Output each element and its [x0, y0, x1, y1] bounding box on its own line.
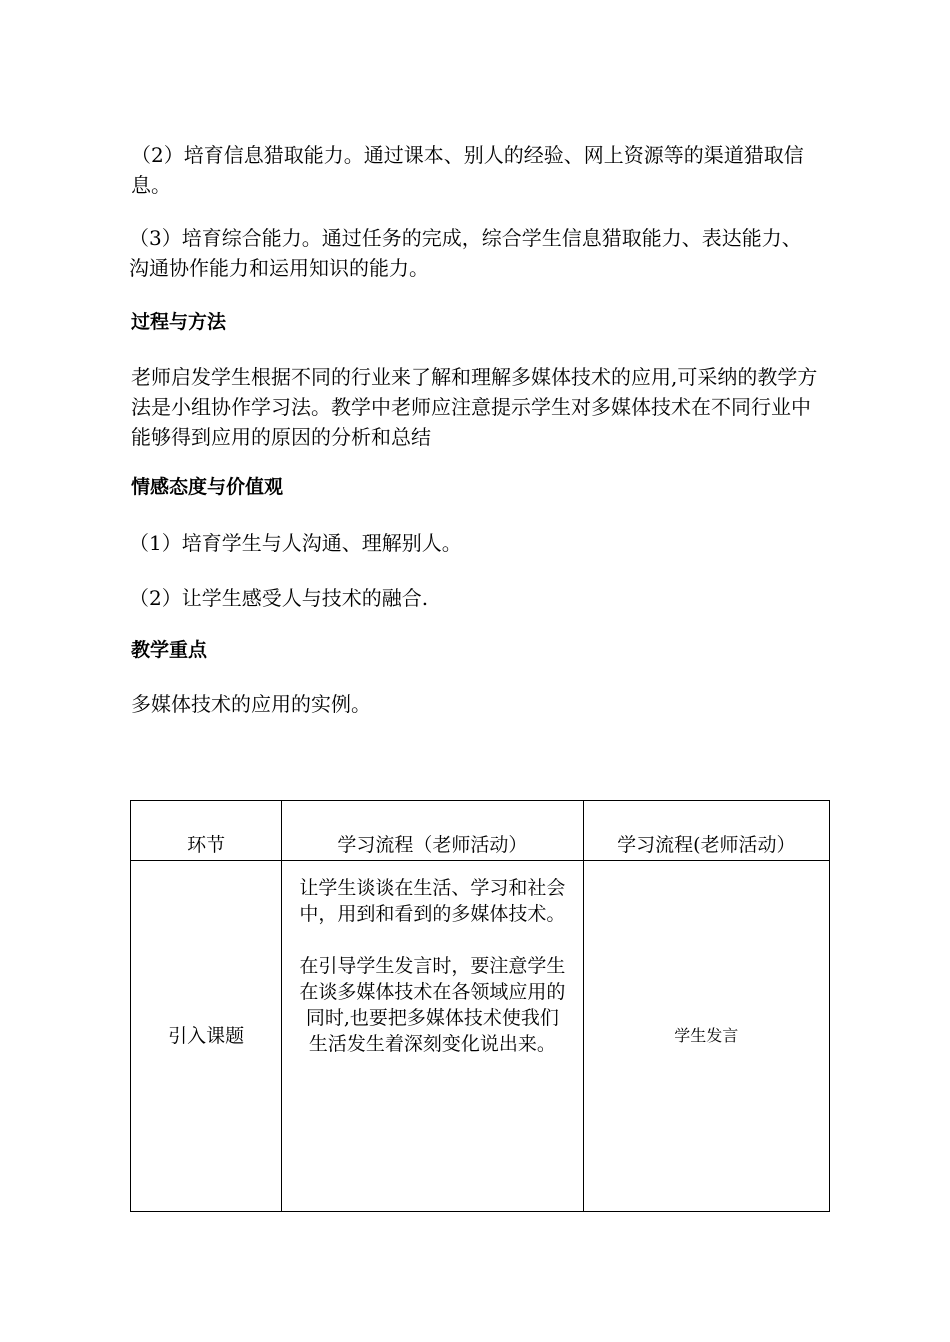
- paragraph-process-method: 老师启发学生根据不同的行业来了解和理解多媒体技术的应用,可采纳的教学方法是小组协作学习法。教学中老师应注意提示学生对多媒体技术在不同行业中能够得到应用的原因的分析和总结: [131, 365, 818, 449]
- cell-activity: [282, 861, 583, 1212]
- activity-text-1: 让学生谈谈在生活、学习和社会中，用到和看到的多媒体技术。: [299, 877, 566, 925]
- paragraph-comprehensive-ability: （3）培育综合能力。通过任务的完成，综合学生信息猎取能力、表达能力、沟通协作能力和运用知识的能力。: [129, 226, 802, 280]
- header-teacher-activity: 学习流程（老师活动）: [282, 801, 583, 861]
- activity-text-2: 在引导学生发言时，要注意学生在谈多媒体技术在各领域应用的同时,也要把多媒体技术使我们生活发生着深刻变化说出来。: [299, 955, 566, 1055]
- heading-process-method: 过程与方法: [131, 311, 227, 333]
- cell-stage: 引入课题: [131, 861, 282, 1212]
- paragraph-teaching-focus: 多媒体技术的应用的实例。: [131, 692, 371, 716]
- table-header-row: [131, 801, 830, 861]
- list-item-emotion-1: （1）培育学生与人沟通、理解别人。: [129, 531, 462, 555]
- heading-teaching-focus: 教学重点: [131, 639, 208, 661]
- table-row: [131, 861, 830, 1212]
- header-teacher-activity-2: 学习流程(老师活动）: [583, 801, 829, 861]
- header-stage: 环节: [131, 801, 282, 861]
- heading-emotion-values: 情感态度与价值观: [131, 476, 284, 498]
- cell-student-activity: 学生发言: [583, 861, 829, 1212]
- teaching-flow-table: [130, 800, 830, 1212]
- paragraph-info-ability: （2）培育信息猎取能力。通过课本、别人的经验、网上资源等的渠道猎取信息。: [131, 143, 804, 197]
- list-item-emotion-2: （2）让学生感受人与技术的融合.: [129, 586, 429, 610]
